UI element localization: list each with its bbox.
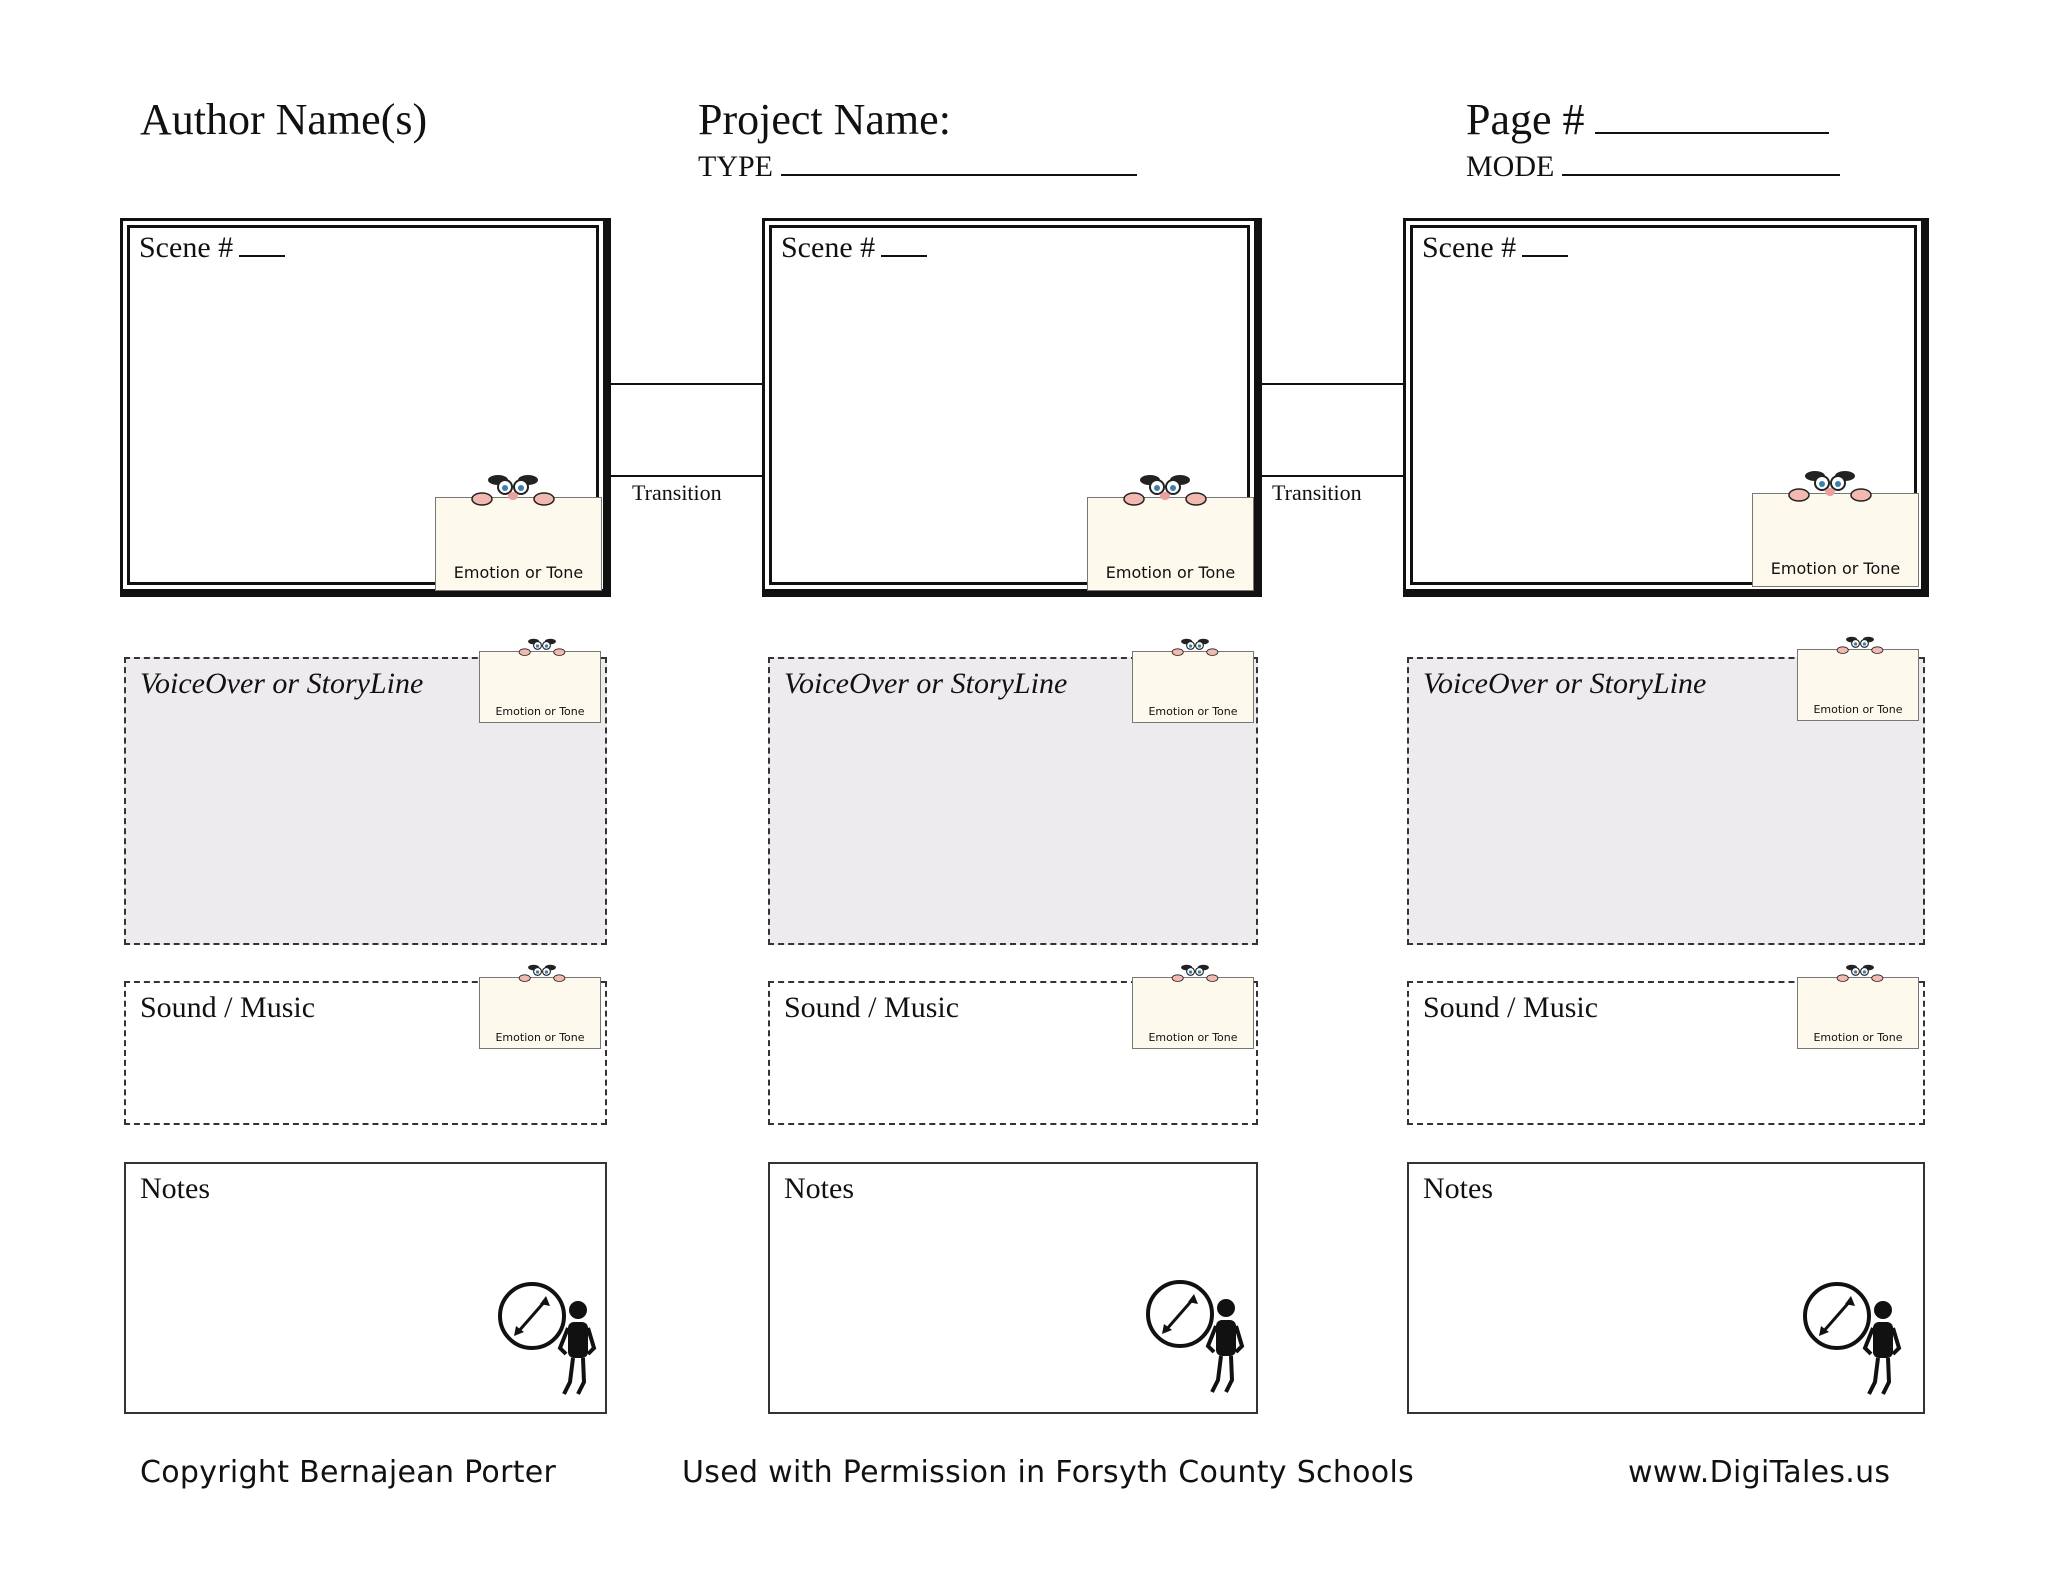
- author-name-label: [140, 95, 428, 144]
- voiceover-box-2[interactable]: [768, 657, 1258, 945]
- scene-number-blank[interactable]: [1522, 233, 1568, 257]
- emotion-tone-tag[interactable]: [479, 977, 601, 1049]
- mode-field[interactable]: [1466, 150, 1840, 182]
- emotion-tone-tag[interactable]: [1752, 493, 1919, 587]
- permission-text: Used with Permission in Forsyth County Schools: [682, 1455, 1415, 1490]
- peeking-critter-icon: [518, 962, 566, 982]
- clock-stick-figure-icon: [1146, 1280, 1250, 1404]
- scene-frame-3[interactable]: [1403, 218, 1929, 597]
- scene-number-label: Scene #: [781, 231, 876, 264]
- website-link[interactable]: www.DigiTales.us: [1628, 1455, 1891, 1490]
- emotion-tone-label: Emotion or Tone: [495, 705, 585, 718]
- peeking-critter-icon: [1171, 962, 1219, 982]
- scene-number-label: Scene #: [1422, 231, 1517, 264]
- scene-number-field[interactable]: [1422, 231, 1568, 265]
- scene-number-field[interactable]: [781, 231, 927, 265]
- sound-music-label: Sound / Music: [1423, 991, 1599, 1024]
- clock-stick-figure-icon: [1803, 1282, 1907, 1406]
- page-number-blank-line[interactable]: [1595, 102, 1829, 134]
- mode-blank-line[interactable]: [1562, 150, 1840, 176]
- emotion-tone-tag[interactable]: [1132, 977, 1254, 1049]
- notes-box-2[interactable]: [768, 1162, 1258, 1414]
- voiceover-box-1[interactable]: [124, 657, 607, 945]
- peeking-critter-icon: [518, 636, 566, 656]
- emotion-tone-label: Emotion or Tone: [1813, 703, 1903, 716]
- emotion-tone-label: Emotion or Tone: [1813, 1031, 1903, 1044]
- scene-frame-1[interactable]: [120, 218, 611, 597]
- sound-music-box-3[interactable]: [1407, 981, 1925, 1125]
- sound-music-box-1[interactable]: [124, 981, 607, 1125]
- clock-stick-figure-icon: [498, 1282, 602, 1406]
- notes-label: Notes: [140, 1172, 210, 1205]
- peeking-critter-icon: [1836, 962, 1884, 982]
- emotion-tone-label: Emotion or Tone: [1148, 705, 1238, 718]
- emotion-tone-label: Emotion or Tone: [1148, 1031, 1238, 1044]
- mode-label: MODE: [1466, 150, 1555, 183]
- peeking-critter-icon: [1171, 636, 1219, 656]
- emotion-tone-tag[interactable]: [1797, 649, 1919, 721]
- scene-number-blank[interactable]: [881, 233, 927, 257]
- emotion-tone-label: Emotion or Tone: [495, 1031, 585, 1044]
- page-number-label: Page #: [1466, 95, 1585, 144]
- sound-music-label: Sound / Music: [140, 991, 316, 1024]
- scene-number-blank[interactable]: [239, 233, 285, 257]
- transition-label-1: Transition: [632, 480, 722, 505]
- type-blank-line[interactable]: [781, 150, 1137, 176]
- emotion-tone-tag[interactable]: [479, 651, 601, 723]
- peeking-critter-icon: [1122, 472, 1208, 504]
- emotion-tone-label: Emotion or Tone: [453, 563, 584, 582]
- type-field[interactable]: [698, 150, 1137, 182]
- notes-box-3[interactable]: [1407, 1162, 1925, 1414]
- emotion-tone-tag[interactable]: [435, 497, 602, 591]
- emotion-tone-tag[interactable]: [1797, 977, 1919, 1049]
- peeking-critter-icon: [1787, 468, 1873, 500]
- voiceover-label: VoiceOver or StoryLine: [1423, 667, 1707, 700]
- copyright-text: Copyright Bernajean Porter: [140, 1455, 557, 1490]
- sound-music-box-2[interactable]: [768, 981, 1258, 1125]
- notes-label: Notes: [1423, 1172, 1493, 1205]
- emotion-tone-tag[interactable]: [1132, 651, 1254, 723]
- project-name-label: [698, 95, 951, 144]
- page-number-field[interactable]: [1466, 95, 1829, 144]
- emotion-tone-label: Emotion or Tone: [1105, 563, 1236, 582]
- notes-box-1[interactable]: [124, 1162, 607, 1414]
- scene-frame-2[interactable]: [762, 218, 1262, 597]
- type-label: TYPE: [698, 150, 773, 183]
- emotion-tone-tag[interactable]: [1087, 497, 1254, 591]
- peeking-critter-icon: [1836, 634, 1884, 654]
- project-name-text: Project Name:: [698, 95, 951, 144]
- scene-number-label: Scene #: [139, 231, 234, 264]
- peeking-critter-icon: [470, 472, 556, 504]
- voiceover-box-3[interactable]: [1407, 657, 1925, 945]
- voiceover-label: VoiceOver or StoryLine: [140, 667, 424, 700]
- author-name-text: Author Name(s): [140, 95, 428, 144]
- voiceover-label: VoiceOver or StoryLine: [784, 667, 1068, 700]
- sound-music-label: Sound / Music: [784, 991, 960, 1024]
- emotion-tone-label: Emotion or Tone: [1770, 559, 1901, 578]
- scene-number-field[interactable]: [139, 231, 285, 265]
- notes-label: Notes: [784, 1172, 854, 1205]
- transition-label-2: Transition: [1272, 480, 1362, 505]
